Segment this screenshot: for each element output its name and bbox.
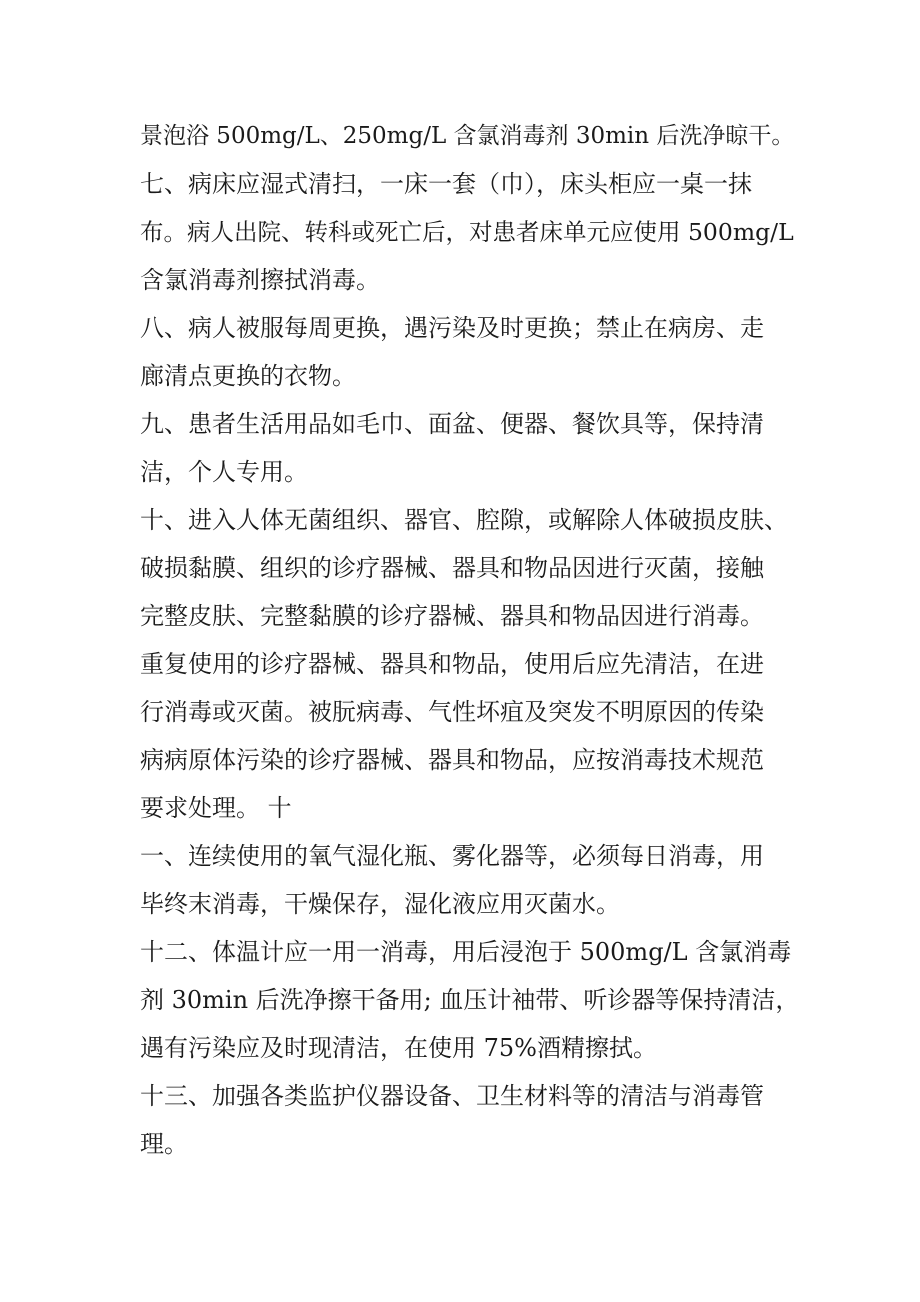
text-line-21: 十三、加强各类监护仪器设备、卫生材料等的清洁与消毒管 [140,1082,764,1110]
text-line-17: 毕终末消毒，干燥保存，湿化液应用灭菌水。 [140,890,620,918]
text-line-9: 十、进入人体无菌组织、器官、腔隙，或解除人体破损皮肤、 [140,506,788,534]
text-line-16: 一、连续使用的氧气湿化瓶、雾化器等，必须每日消毒，用 [140,842,764,870]
text-line-4: 含氯消毒剂擦拭消毒。 [140,266,380,294]
text-line-8: 洁，个人专用。 [140,458,308,486]
text-line-13: 行消毒或灭菌。被朊病毒、气性坏疽及突发不明原因的传染 [140,698,764,726]
text-line-1: 景泡浴 500mg/L、250mg/L 含氯消毒剂 30min 后洗净晾干。 [140,123,795,149]
text-line-2: 七、病床应湿式清扫，一床一套（巾），床头柜应一桌一抹 [140,170,752,198]
text-line-19: 剂 30min 后洗净擦干备用; 血压计袖带、听诊器等保持清洁， [140,986,800,1014]
text-line-11: 完整皮肤、完整黏膜的诊疗器械、器具和物品因进行消毒。 [140,602,764,630]
text-line-12: 重复使用的诊疗器械、器具和物品，使用后应先清洁，在进 [140,650,764,678]
text-line-15: 要求处理。 十 [140,794,292,822]
text-line-3: 布。病人出院、转科或死亡后，对患者床单元应使用 500mg/L [140,218,794,246]
text-line-20: 遇有污染应及时现清洁，在使用 75%酒精擦拭。 [140,1034,657,1062]
text-line-7: 九、患者生活用品如毛巾、面盆、便器、餐饮具等，保持清 [140,410,764,438]
text-line-18: 十二、体温计应一用一消毒，用后浸泡于 500mg/L 含氯消毒 [140,938,792,966]
text-line-22: 理。 [140,1130,188,1158]
document-body [140,112,800,1168]
text-line-14: 病病原体污染的诊疗器械、器具和物品，应按消毒技术规范 [140,746,764,774]
text-line-6: 廊清点更换的衣物。 [140,362,356,390]
text-line-10: 破损黏膜、组织的诊疗器械、器具和物品因进行灭菌，接触 [140,554,764,582]
text-line-5: 八、病人被服每周更换，遇污染及时更换；禁止在病房、走 [140,314,764,342]
